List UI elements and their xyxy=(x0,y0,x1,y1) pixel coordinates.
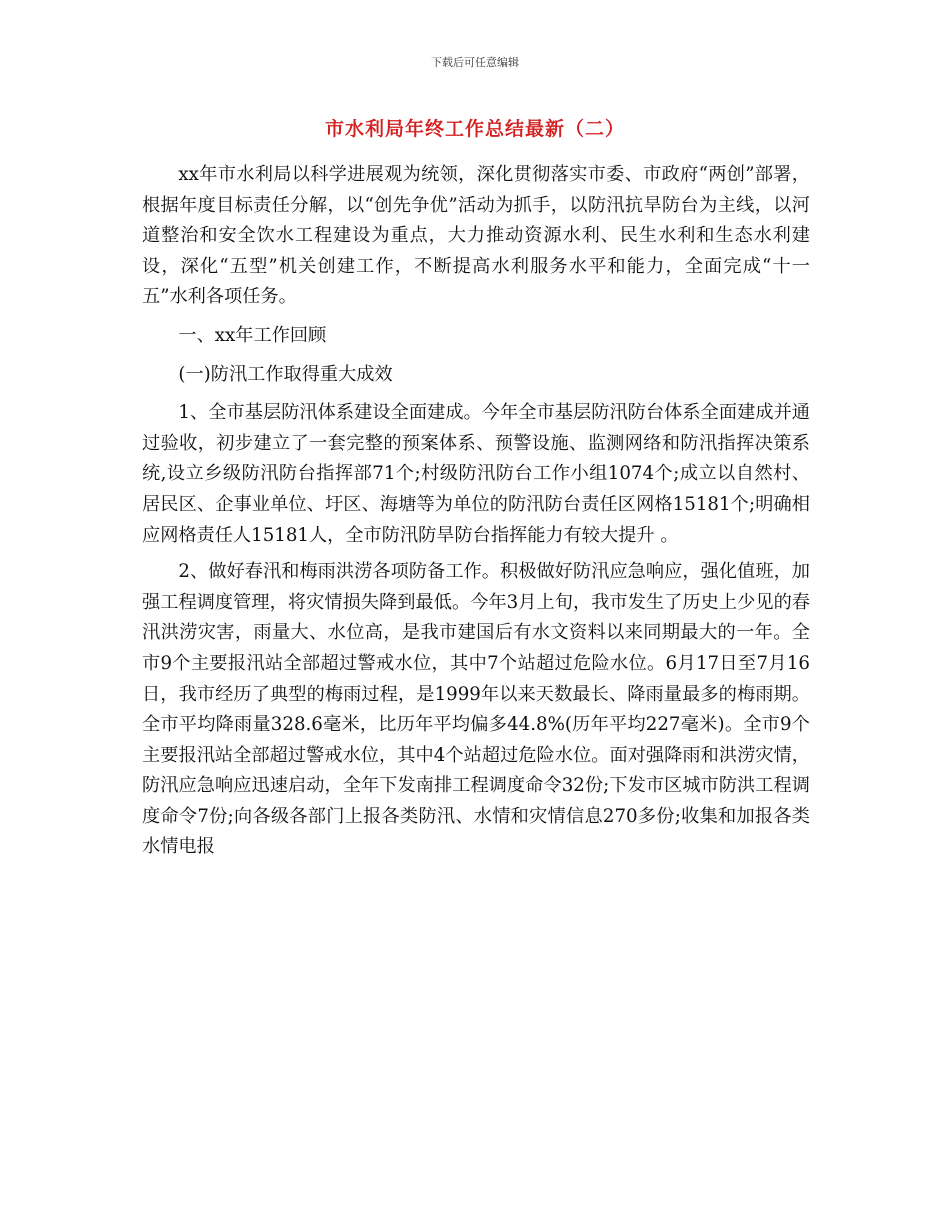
header-note: 下载后可任意编辑 xyxy=(431,56,519,69)
body-paragraph: 1、全市基层防汛体系建设全面建成。今年全市基层防汛防台体系全面建成并通过验收，初步建立了一套完整的预案体系、预警设施、监测网络和防汛指挥决策系统,设立乡级防汛防台指挥部71个;村级防汛防台工作小组1074个;成立以自然村、居民区、企事业单位、圩区、海塘等为单位的防汛防台责任区网格15181个;明确相应网格责任人15181人，全市防汛防旱防台指挥能力有较大提升 。 xyxy=(142,402,810,546)
body-paragraph: 2、做好春汛和梅雨洪涝各项防备工作。积极做好防汛应急响应，强化值班，加强工程调度管理，将灾情损失降到最低。今年3月上旬，我市发生了历史上少见的春汛洪涝灾害，雨量大、水位高，是我市建国后有水文资料以来同期最大的一年。全市9个主要报汛站全部超过警戒水位，其中7个站超过危险水位。6月17日至7月16日，我市经历了典型的梅雨过程，是1999年以来天数最长、降雨量最多的梅雨期。全市平均降雨量328.6毫米，比历年平均偏多44.8%(历年平均227毫米)。全市9个主要报汛站全部超过警戒水位，其中4个站超过危险水位。面对强降雨和洪涝灾情，防汛应急响应迅速启动，全年下发南排工程调度命令32份;下发市区城市防洪工程调度命令7份;向各级各部门上报各类防汛、水情和灾情信息270多份;收集和加报各类水情电报 xyxy=(142,561,810,858)
subsection-heading: (一)防汛工作取得重大成效 xyxy=(178,363,393,385)
section-heading: 一、xx年工作回顾 xyxy=(178,324,327,346)
document-title: 市水利局年终工作总结最新（二） xyxy=(324,118,625,140)
intro-paragraph: xx年市水利局以科学进展观为统领，深化贯彻落实市委、市政府“两创”部署，根据年度目标责任分解，以“创先争优”活动为抓手，以防汛抗旱防台为主线，以河道整治和安全饮水工程建设为重点，大力推动资源水利、民生水利和生态水利建设，深化“五型”机关创建工作，不断提高水利服务水平和能力，全面完成“十一五”水利各项任务。 xyxy=(142,164,810,308)
document-body xyxy=(142,160,810,863)
